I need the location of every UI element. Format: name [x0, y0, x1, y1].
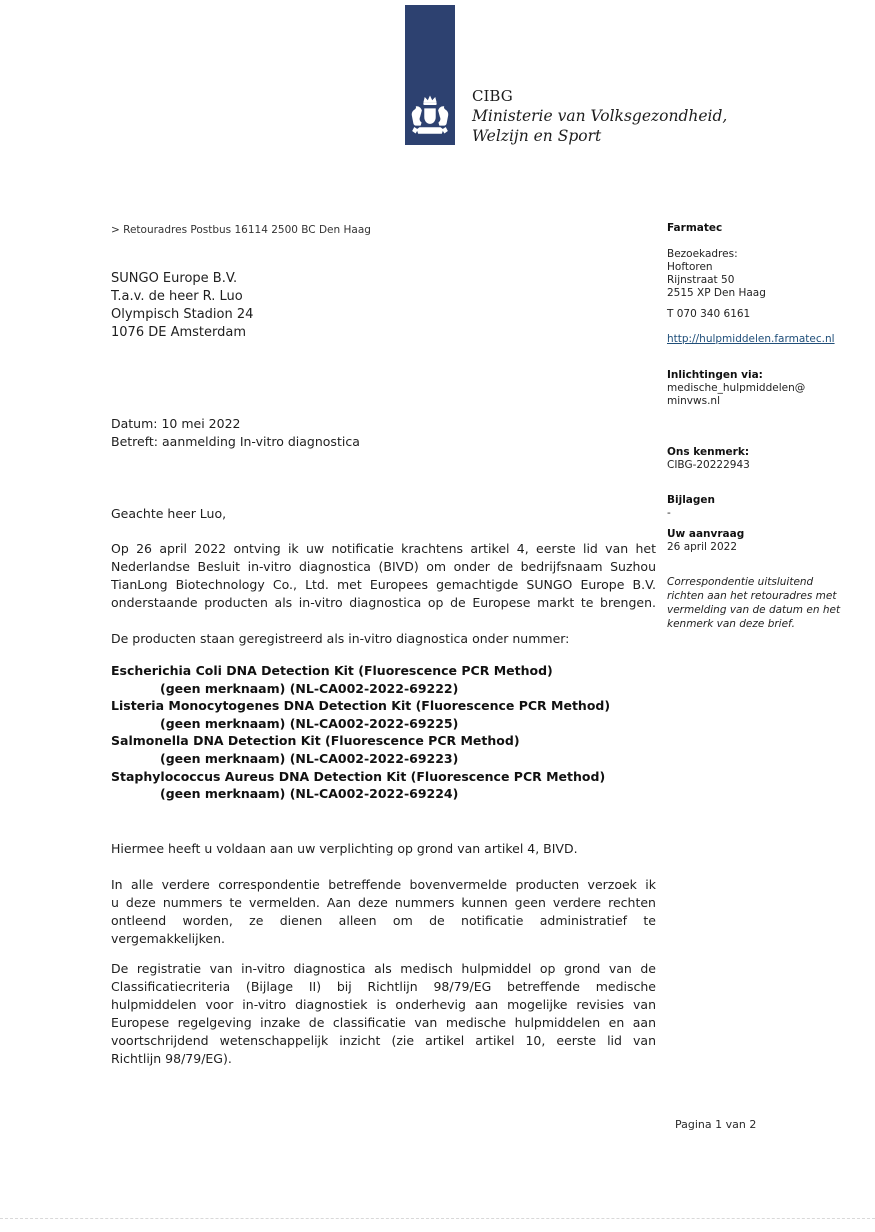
reference-value: CIBG-20222943 [667, 459, 750, 471]
dutch-coat-of-arms-icon [409, 94, 451, 140]
paragraph-line: hulpmiddelen voor in-vitro diagnostiek is onderhevig aan mogelijke revisies van [111, 996, 656, 1012]
department-name: Farmatec [667, 222, 723, 234]
datum-label: Datum: [111, 416, 158, 431]
letter-body [111, 415, 656, 1068]
product-name: Escherichia Coli DNA Detection Kit (Fluorescence PCR Method) [111, 663, 553, 678]
inquiries-email-line: medische_hulpmiddelen@ [667, 382, 806, 394]
paragraph-obligation: Hiermee heeft u voldaan aan uw verplichting op grond van artikel 4, BIVD. [111, 840, 578, 856]
paragraph-line: Nederlandse Besluit in-vitro diagnostica (BIVD) om onder de bedrijfsnaam Suzhou [111, 559, 656, 574]
product-registration: (geen merknaam) (NL-CA002-2022-69225) [160, 715, 459, 731]
betreft-line [111, 433, 656, 451]
visit-address-line: Rijnstraat 50 [667, 274, 735, 286]
salutation: Geachte heer Luo, [111, 506, 227, 521]
your-request [667, 528, 853, 554]
paragraph-line: In alle verdere correspondentie betreffende bovenvermelde producten verzoek ik [111, 876, 656, 892]
paragraph-line: onderstaande producten als in-vitro diagnostica op de Europese markt te brengen. [111, 595, 656, 610]
recipient-city: 1076 DE Amsterdam [111, 325, 246, 340]
paragraph-line: Op 26 april 2022 ontving ik uw notificatie krachtens artikel 4, eerste lid van het [111, 541, 656, 556]
website-wrap [667, 333, 853, 346]
visit-address-line: 2515 XP Den Haag [667, 287, 766, 299]
recipient-company: SUNGO Europe B.V. [111, 271, 238, 286]
inquiries [667, 369, 853, 408]
ministry-name-line1: Ministerie van Volksgezondheid, [472, 107, 728, 125]
rijksoverheid-banner [405, 5, 455, 145]
retouradres-line: > Retouradres Postbus 16114 2500 BC Den Haag [111, 224, 371, 236]
phone-number: T 070 340 6161 [667, 308, 751, 320]
reference [667, 446, 853, 472]
ministry-name-line2: Welzijn en Sport [472, 127, 602, 145]
product-name: Listeria Monocytogenes DNA Detection Kit (Fluorescence PCR Method) [111, 698, 611, 714]
datum-value: 10 mei 2022 [161, 416, 241, 431]
paragraph-correspondence [111, 876, 656, 948]
your-request-value: 26 april 2022 [667, 541, 738, 553]
inquiries-label: Inlichtingen via: [667, 369, 763, 381]
paragraph-registered-intro: De producten staan geregistreerd als in-vitro diagnostica onder nummer: [111, 631, 570, 646]
paragraph-line: TianLong Biotechnology Co., Ltd. met Europees gemachtigde SUNGO Europe B.V. [111, 577, 656, 592]
product-registration: (geen merknaam) (NL-CA002-2022-69224) [160, 786, 459, 802]
paragraph-registration-revision [111, 960, 656, 1068]
paragraph-line: De registratie van in-vitro diagnostica als medisch hulpmiddel op grond van de [111, 960, 656, 976]
attachments [667, 494, 853, 520]
visit-address-line: Hoftoren [667, 261, 713, 273]
recipient-attn: T.a.v. de heer R. Luo [111, 289, 243, 304]
org-name: CIBG [472, 87, 513, 105]
betreft-value: aanmelding In-vitro diagnostica [162, 434, 360, 449]
scan-artifact-line [0, 1218, 875, 1219]
product-name: Salmonella DNA Detection Kit (Fluorescence PCR Method) [111, 733, 520, 749]
betreft-label: Betreft: [111, 434, 159, 449]
reference-label: Ons kenmerk: [667, 446, 750, 458]
paragraph-notification [111, 540, 656, 612]
attachments-value: - [667, 507, 671, 519]
inquiries-email-line: minvws.nl [667, 395, 720, 407]
product-name: Staphylococcus Aureus DNA Detection Kit (Fluorescence PCR Method) [111, 768, 606, 784]
attachments-label: Bijlagen [667, 494, 715, 506]
paragraph-line: vergemakkelijken. [111, 930, 225, 946]
paragraph-line: ontleend worden, ze dienen alleen om de notificatie administratief te [111, 912, 656, 928]
product-registration: (geen merknaam) (NL-CA002-2022-69222) [160, 680, 459, 696]
your-request-label: Uw aanvraag [667, 528, 745, 540]
recipient-street: Olympisch Stadion 24 [111, 307, 254, 322]
datum-line [111, 415, 656, 433]
product-registration: (geen merknaam) (NL-CA002-2022-69223) [160, 750, 459, 766]
logo-text [472, 86, 727, 146]
paragraph-line: voortschrijdend wetenschappelijk inzicht (zie artikel artikel 10, eerste lid van [111, 1032, 656, 1048]
paragraph-line: u deze nummers te vermelden. Aan deze nummers kunnen geen verdere rechten [111, 894, 656, 910]
page-indicator: Pagina 1 van 2 [675, 1118, 757, 1131]
paragraph-line: Richtlijn 98/79/EG). [111, 1050, 232, 1066]
website-link[interactable]: http://hulpmiddelen.farmatec.nl [667, 333, 835, 345]
visit-address [667, 248, 853, 300]
visit-address-label: Bezoekadres: [667, 248, 738, 260]
correspondence-note: Correspondentie uitsluitend richten aan het retouradres met vermelding van de datum en het kenmerk van deze brief. [667, 576, 841, 630]
product-list [111, 662, 656, 803]
recipient-address [111, 270, 253, 342]
paragraph-line: Europese regelgeving inzake de classificatie van medische hulpmiddelen en aan [111, 1014, 656, 1030]
paragraph-line: Classificatiecriteria (Bijlage II) bij Richtlijn 98/79/EG betreffende medische [111, 978, 656, 994]
contact-sidebar [667, 222, 853, 631]
